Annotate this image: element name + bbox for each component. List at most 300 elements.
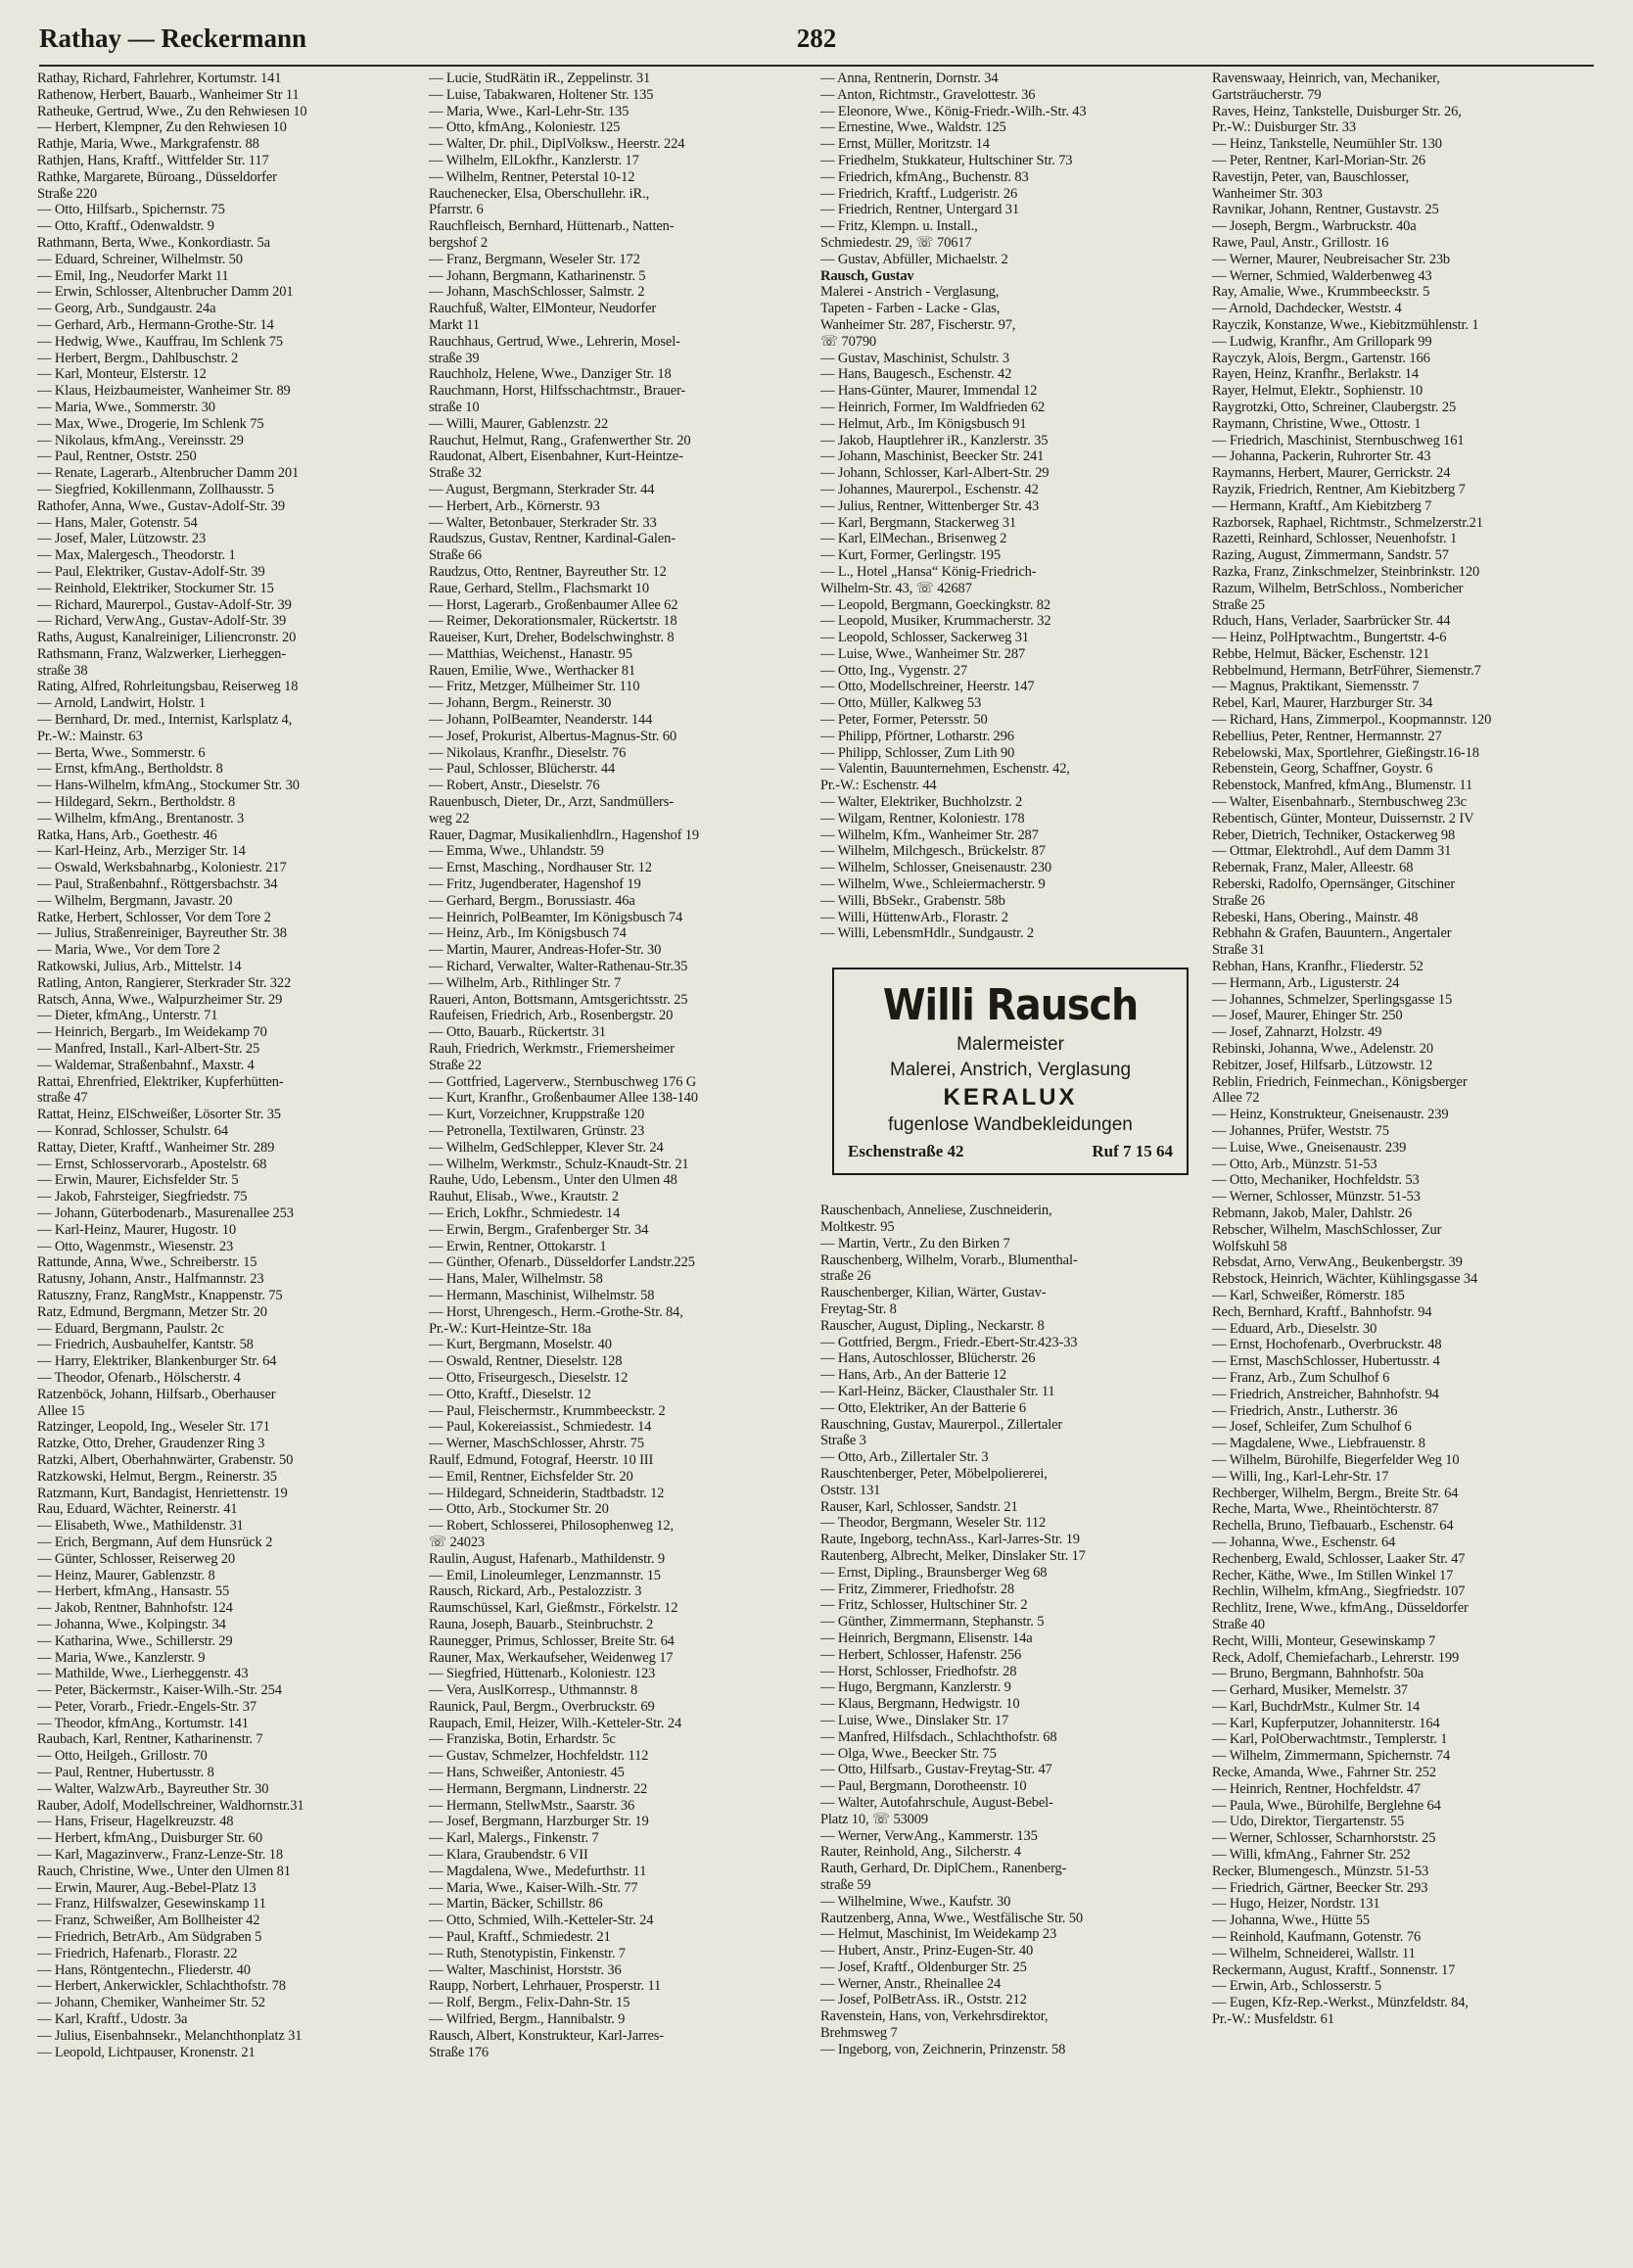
directory-entry: — Julius, Straßenreiniger, Bayreuther Str. 38 bbox=[37, 925, 287, 942]
directory-entry: Rauer, Dagmar, Musikalienhdlrn., Hagenshof 19 bbox=[429, 827, 700, 843]
directory-entry: — Gustav, Schmelzer, Hochfeldstr. 112 bbox=[429, 1748, 649, 1765]
directory-entry: — Willi, Ing., Karl-Lehr-Str. 17 bbox=[1212, 1468, 1389, 1485]
directory-entry: Malerei - Anstrich - Verglasung, bbox=[820, 284, 1000, 301]
directory-entry: Rebeski, Hans, Obering., Mainstr. 48 bbox=[1212, 909, 1419, 925]
directory-entry: Rauch, Christine, Wwe., Unter den Ulmen 81 bbox=[37, 1863, 291, 1879]
directory-entry: — Wilhelmine, Wwe., Kaufstr. 30 bbox=[820, 1893, 1011, 1910]
directory-entry: — Helmut, Maschinist, Im Weidekamp 23 bbox=[820, 1926, 1057, 1943]
directory-entry: Reche, Marta, Wwe., Rheintöchterstr. 87 bbox=[1212, 1501, 1439, 1518]
directory-entry: Ravnikar, Johann, Rentner, Gustavstr. 25 bbox=[1212, 202, 1439, 218]
directory-entry: — Josef, Zahnarzt, Holzstr. 49 bbox=[1212, 1024, 1382, 1041]
directory-entry: bergshof 2 bbox=[429, 234, 488, 251]
directory-entry: — Mathilde, Wwe., Lierheggenstr. 43 bbox=[37, 1666, 249, 1682]
directory-entry: Rattunde, Anna, Wwe., Schreiberstr. 15 bbox=[37, 1254, 257, 1271]
directory-entry: Rau, Eduard, Wächter, Reinerstr. 41 bbox=[37, 1501, 238, 1518]
directory-entry: — Werner, Schmied, Walderbenweg 43 bbox=[1212, 267, 1432, 284]
directory-entry: Rauschning, Gustav, Maurerpol., Zillertaler bbox=[820, 1416, 1063, 1433]
directory-entry: Brehmsweg 7 bbox=[820, 2025, 898, 2042]
directory-entry: — Paul, Kokereiassist., Schmiedestr. 14 bbox=[429, 1419, 652, 1436]
directory-entry: — Horst, Uhrengesch., Herm.-Grothe-Str. 84, bbox=[429, 1303, 683, 1320]
directory-entry: — Otto, Arb., Stockumer Str. 20 bbox=[429, 1501, 609, 1518]
directory-entry: — Friedrich, kfmAng., Buchenstr. 83 bbox=[820, 168, 1029, 185]
directory-entry: Wilhelm-Str. 43, ☏ 42687 bbox=[820, 580, 972, 596]
directory-entry: Ratheuke, Gertrud, Wwe., Zu den Rehwiesen 10 bbox=[37, 103, 307, 119]
directory-entry: — Paul, Fleischermstr., Krummbeeckstr. 2 bbox=[429, 1402, 666, 1419]
directory-entry: — Wilhelm, Bürohilfe, Biegerfelder Weg 10 bbox=[1212, 1451, 1460, 1468]
ad-address: Eschenstraße 42 bbox=[848, 1142, 964, 1161]
directory-entry: — Arnold, Dachdecker, Weststr. 4 bbox=[1212, 301, 1402, 317]
directory-entry: — Paul, Rentner, Oststr. 250 bbox=[37, 449, 197, 465]
directory-entry: Rechberger, Wilhelm, Bergm., Breite Str. 64 bbox=[1212, 1485, 1459, 1501]
directory-entry: — Herbert, Arb., Körnerstr. 93 bbox=[429, 497, 600, 514]
directory-entry: — Karl, BuchdrMstr., Kulmer Str. 14 bbox=[1212, 1698, 1421, 1715]
directory-entry: — Wilhelm, Schlosser, Gneisenaustr. 230 bbox=[820, 860, 1051, 876]
directory-entry: — Konrad, Schlosser, Schulstr. 64 bbox=[37, 1123, 228, 1139]
directory-entry: — Otto, Schmied, Wilh.-Ketteler-Str. 24 bbox=[429, 1913, 654, 1929]
directory-entry: Ratsch, Anna, Wwe., Walpurzheimer Str. 29 bbox=[37, 991, 283, 1008]
directory-entry: — Willi, LebensmHdlr., Sundgaustr. 2 bbox=[820, 925, 1035, 942]
directory-entry: — Hermann, StellwMstr., Saarstr. 36 bbox=[429, 1797, 635, 1814]
directory-entry: — Wilhelm, ElLokfhr., Kanzlerstr. 17 bbox=[429, 152, 639, 168]
directory-entry: — Hermann, Maschinist, Wilhelmstr. 58 bbox=[429, 1287, 655, 1303]
directory-entry: — Klara, Graubendstr. 6 VII bbox=[429, 1847, 588, 1864]
directory-entry: — Harry, Elektriker, Blankenburger Str. 64 bbox=[37, 1353, 277, 1370]
directory-entry: — Paul, Schlosser, Blücherstr. 44 bbox=[429, 761, 616, 778]
directory-entry: — Fritz, Zimmerer, Friedhofstr. 28 bbox=[820, 1581, 1015, 1597]
directory-entry: Straße 220 bbox=[37, 185, 98, 202]
directory-entry: Rechenberg, Ewald, Schlosser, Laaker Str. 47 bbox=[1212, 1550, 1466, 1567]
directory-entry: — Heinz, Maurer, Gablenzstr. 8 bbox=[37, 1567, 215, 1583]
directory-entry: — Eugen, Kfz-Rep.-Werkst., Münzfeldstr. 84, bbox=[1212, 1995, 1469, 2011]
directory-entry: — Herbert, Schlosser, Hafenstr. 256 bbox=[820, 1646, 1022, 1663]
ad-phone: Ruf 7 15 64 bbox=[1092, 1142, 1173, 1161]
directory-entry: — Maria, Wwe., Karl-Lehr-Str. 135 bbox=[429, 103, 630, 119]
directory-entry: — Wilhelm, kfmAng., Brentanostr. 3 bbox=[37, 810, 245, 827]
directory-entry: — Eleonore, Wwe., König-Friedr.-Wilh.-Str. 43 bbox=[820, 103, 1087, 119]
page-header bbox=[39, 22, 1594, 67]
directory-entry: — Karl, ElMechan., Brisenweg 2 bbox=[820, 531, 1007, 547]
directory-entry: — Martin, Bäcker, Schillstr. 86 bbox=[429, 1896, 603, 1913]
directory-entry: Freytag-Str. 8 bbox=[820, 1301, 897, 1318]
directory-entry: — Franziska, Botin, Erhardstr. 5c bbox=[429, 1731, 616, 1748]
directory-entry: — Herbert, Bergm., Dahlbuschstr. 2 bbox=[37, 350, 239, 366]
directory-entry: Straße 3 bbox=[820, 1433, 866, 1449]
directory-entry: — Günter, Schlosser, Reiserweg 20 bbox=[37, 1550, 236, 1567]
directory-entry: Raulf, Edmund, Fotograf, Heerstr. 10 III bbox=[429, 1451, 654, 1468]
directory-entry: — Hugo, Heizer, Nordstr. 131 bbox=[1212, 1896, 1380, 1913]
directory-entry: Razing, August, Zimmermann, Sandstr. 57 bbox=[1212, 547, 1449, 564]
directory-entry: — Erwin, Arb., Schlosserstr. 5 bbox=[1212, 1978, 1382, 1995]
directory-entry: — Erich, Bergmann, Auf dem Hunsrück 2 bbox=[37, 1534, 273, 1550]
directory-entry: — Manfred, Hilfsdach., Schlachthofstr. 68 bbox=[820, 1728, 1057, 1745]
directory-entry: straße 10 bbox=[429, 399, 480, 415]
directory-entry: — Walter, Elektriker, Buchholzstr. 2 bbox=[820, 794, 1023, 811]
directory-entry: Rebinski, Johanna, Wwe., Adelenstr. 20 bbox=[1212, 1041, 1433, 1058]
directory-entry: Rebenstock, Manfred, kfmAng., Blumenstr. 11 bbox=[1212, 778, 1473, 794]
directory-entry: — Hildegard, Schneiderin, Stadtbadstr. 12 bbox=[429, 1485, 665, 1501]
directory-entry: — Siegfried, Kokillenmann, Zollhausstr. 5 bbox=[37, 481, 274, 497]
directory-entry: — Walter, Dr. phil., DiplVolksw., Heerstr. 224 bbox=[429, 136, 685, 153]
directory-entry: — Otto, Hilfsarb., Gustav-Freytag-Str. 47 bbox=[820, 1762, 1052, 1778]
directory-entry: — Maria, Wwe., Sommerstr. 30 bbox=[37, 399, 215, 415]
directory-entry: — Otto, Ing., Vygenstr. 27 bbox=[820, 662, 967, 679]
directory-entry: — Erwin, Schlosser, Altenbrucher Damm 201 bbox=[37, 284, 294, 301]
directory-entry: Rauth, Gerhard, Dr. DiplChem., Ranenberg- bbox=[820, 1861, 1067, 1877]
directory-entry: Rebhahn & Grafen, Bauuntern., Angertaler bbox=[1212, 925, 1452, 942]
ad-name: Willi Rausch bbox=[882, 980, 1139, 1031]
directory-entry: — Friedhelm, Stukkateur, Hultschiner Str. 73 bbox=[820, 152, 1073, 168]
directory-entry: — Karl, Malergs., Finkenstr. 7 bbox=[429, 1830, 599, 1847]
directory-entry: — Hans, Baugesch., Eschenstr. 42 bbox=[820, 366, 1012, 383]
directory-entry: — Wilhelm, GedSchlepper, Klever Str. 24 bbox=[429, 1139, 664, 1156]
directory-entry: — Rolf, Bergm., Felix-Dahn-Str. 15 bbox=[429, 1995, 630, 2011]
directory-entry: Schmiedestr. 29, ☏ 70617 bbox=[820, 234, 972, 251]
column-4 bbox=[1212, 71, 1594, 2254]
directory-entry: — Matthias, Weichenst., Hanastr. 95 bbox=[429, 645, 632, 662]
directory-entry: Rech, Bernhard, Kraftf., Bahnhofstr. 94 bbox=[1212, 1303, 1432, 1320]
directory-entry: — Peter, Former, Petersstr. 50 bbox=[820, 712, 988, 729]
directory-entry: — Theodor, kfmAng., Kortumstr. 141 bbox=[37, 1715, 249, 1731]
directory-entry: — Walter, WalzwArb., Bayreuther Str. 30 bbox=[37, 1780, 269, 1797]
directory-entry: — Leopold, Bergmann, Goeckingkstr. 82 bbox=[820, 596, 1050, 613]
directory-entry: Raute, Ingeborg, technAss., Karl-Jarres-Str. 19 bbox=[820, 1532, 1080, 1548]
directory-entry: Recke, Amanda, Wwe., Fahrner Str. 252 bbox=[1212, 1765, 1436, 1781]
directory-entry: Recht, Willi, Monteur, Gesewinskamp 7 bbox=[1212, 1632, 1436, 1649]
directory-entry: — Paula, Wwe., Bürohilfe, Berglehne 64 bbox=[1212, 1797, 1441, 1814]
directory-entry: Rautenberg, Albrecht, Melker, Dinslaker Str. 17 bbox=[820, 1547, 1086, 1564]
directory-entry: — Otto, Arb., Münzstr. 51-53 bbox=[1212, 1156, 1377, 1172]
directory-entry: — Gerhard, Arb., Hermann-Grothe-Str. 14 bbox=[37, 316, 274, 333]
directory-entry: — Hans-Wilhelm, kfmAng., Stockumer Str. 30 bbox=[37, 778, 300, 794]
directory-entry: — Hans-Günter, Maurer, Immendal 12 bbox=[820, 383, 1038, 400]
directory-entry: — Philipp, Pförtner, Lotharstr. 296 bbox=[820, 728, 1014, 744]
advertisement-box bbox=[832, 968, 1189, 1175]
directory-entry: ☏ 24023 bbox=[429, 1534, 486, 1550]
directory-entry: — Gustav, Maschinist, Schulstr. 3 bbox=[820, 350, 1009, 366]
directory-entry: Rauschenberger, Kilian, Wärter, Gustav- bbox=[820, 1285, 1047, 1301]
directory-entry: — Leopold, Musiker, Krummacherstr. 32 bbox=[820, 613, 1051, 630]
directory-entry: — Josef, Prokurist, Albertus-Magnus-Str. 60 bbox=[429, 728, 677, 744]
directory-entry: Rauna, Joseph, Bauarb., Steinbruchstr. 2 bbox=[429, 1616, 654, 1632]
directory-entry: — Friedrich, Hafenarb., Florastr. 22 bbox=[37, 1945, 238, 1961]
directory-entry: — Hermann, Bergmann, Lindnerstr. 22 bbox=[429, 1780, 648, 1797]
directory-entry: — Otto, Friseurgesch., Dieselstr. 12 bbox=[429, 1369, 629, 1386]
directory-entry: — Valentin, Bauunternehmen, Eschenstr. 42, bbox=[820, 761, 1070, 778]
directory-entry: Raves, Heinz, Tankstelle, Duisburger Str. 26, bbox=[1212, 103, 1462, 119]
directory-entry: — Otto, Arb., Zillertaler Str. 3 bbox=[820, 1449, 989, 1466]
directory-entry: — Otto, Bauarb., Rückertstr. 31 bbox=[429, 1024, 606, 1041]
ad-tagline: fugenlose Wandbekleidungen bbox=[888, 1114, 1133, 1136]
directory-entry: — Ottmar, Elektrohdl., Auf dem Damm 31 bbox=[1212, 843, 1452, 860]
directory-entry: — L., Hotel „Hansa“ König-Friedrich- bbox=[820, 563, 1037, 580]
directory-entry: Rauschtenberger, Peter, Möbelpoliererei, bbox=[820, 1465, 1048, 1482]
directory-entry: — Franz, Schweißer, Am Bollheister 42 bbox=[37, 1913, 260, 1929]
directory-entry: Raths, August, Kanalreiniger, Liliencronstr. 20 bbox=[37, 630, 297, 646]
directory-entry: — Wilhelm, Werkmstr., Schulz-Knaudt-Str. 21 bbox=[429, 1156, 689, 1172]
directory-entry: — Friedrich, BetrArb., Am Südgraben 5 bbox=[37, 1929, 262, 1946]
directory-entry: — Kurt, Kranfhr., Großenbaumer Allee 138-140 bbox=[429, 1090, 698, 1107]
directory-entry: Allee 15 bbox=[37, 1402, 85, 1419]
directory-entry: ☏ 70790 bbox=[820, 333, 877, 350]
directory-entry: — Erwin, Maurer, Aug.-Bebel-Platz 13 bbox=[37, 1879, 257, 1896]
directory-entry: — Werner, Maurer, Neubreisacher Str. 23b bbox=[1212, 251, 1451, 267]
directory-entry: — Johann, Bergm., Reinerstr. 30 bbox=[429, 695, 612, 712]
directory-entry: — Georg, Arb., Sundgaustr. 24a bbox=[37, 301, 216, 317]
directory-entry: — Paul, Kraftf., Schmiedestr. 21 bbox=[429, 1929, 611, 1946]
directory-entry: — Petronella, Textilwaren, Grünstr. 23 bbox=[429, 1123, 645, 1139]
directory-entry: — Richard, Maurerpol., Gustav-Adolf-Str. 39 bbox=[37, 596, 292, 613]
directory-entry: — Helmut, Arb., Im Königsbusch 91 bbox=[820, 415, 1027, 432]
directory-entry: Rattay, Dieter, Kraftf., Wanheimer Str. 289 bbox=[37, 1139, 275, 1156]
directory-entry: Raunegger, Primus, Schlosser, Breite Str. 64 bbox=[429, 1632, 675, 1649]
directory-entry: Ratling, Anton, Rangierer, Sterkrader Str. 322 bbox=[37, 974, 292, 991]
directory-entry: — Reimer, Dekorationsmaler, Rückertstr. 18 bbox=[429, 613, 677, 630]
directory-entry: — Paul, Bergmann, Dorotheenstr. 10 bbox=[820, 1778, 1027, 1795]
directory-entry: Straße 31 bbox=[1212, 942, 1265, 959]
directory-entry: Rawe, Paul, Anstr., Grillostr. 16 bbox=[1212, 234, 1389, 251]
directory-entry: — Vera, AuslKorresp., Uthmannstr. 8 bbox=[429, 1682, 638, 1699]
directory-entry: — Kurt, Vorzeichner, Kruppstraße 120 bbox=[429, 1107, 645, 1123]
directory-entry: — Richard, Verwalter, Walter-Rathenau-Str.35 bbox=[429, 959, 688, 975]
directory-entry: — Johann, MaschSchlosser, Salmstr. 2 bbox=[429, 284, 645, 301]
column-2 bbox=[429, 71, 811, 2254]
directory-entry: — Otto, Kraftf., Dieselstr. 12 bbox=[429, 1386, 591, 1402]
directory-entry: Markt 11 bbox=[429, 316, 480, 333]
directory-entry: — Luise, Wwe., Dinslaker Str. 17 bbox=[820, 1712, 1009, 1728]
directory-entry: — Hedwig, Wwe., Kauffrau, Im Schlenk 75 bbox=[37, 333, 283, 350]
directory-entry: Recker, Blumengesch., Münzstr. 51-53 bbox=[1212, 1863, 1429, 1879]
directory-entry: Reber, Dietrich, Techniker, Ostackerweg 98 bbox=[1212, 827, 1456, 843]
directory-entry: — Martin, Maurer, Andreas-Hofer-Str. 30 bbox=[429, 942, 662, 959]
directory-entry: Raufeisen, Friedrich, Arb., Rosenbergstr. 20 bbox=[429, 1008, 674, 1024]
directory-entry: Rechlin, Wilhelm, kfmAng., Siegfriedstr. 107 bbox=[1212, 1583, 1466, 1600]
directory-entry: — Otto, Mechaniker, Hochfeldstr. 53 bbox=[1212, 1172, 1420, 1189]
directory-entry: — Peter, Rentner, Karl-Morian-Str. 26 bbox=[1212, 152, 1425, 168]
directory-entry: — Karl, PolOberwachtmstr., Templerstr. 1 bbox=[1212, 1731, 1448, 1748]
directory-entry: — Magnus, Praktikant, Siemensstr. 7 bbox=[1212, 679, 1420, 695]
directory-entry: Rattat, Heinz, ElSchweißer, Lösorter Str. 35 bbox=[37, 1107, 281, 1123]
directory-entry: Raudzus, Otto, Rentner, Bayreuther Str. 12 bbox=[429, 563, 667, 580]
directory-entry: — Gustav, Abfüller, Michaelstr. 2 bbox=[820, 251, 1008, 267]
directory-entry: — Richard, VerwAng., Gustav-Adolf-Str. 39 bbox=[37, 613, 287, 630]
directory-entry: — Berta, Wwe., Sommerstr. 6 bbox=[37, 744, 206, 761]
directory-entry: — Herbert, Klempner, Zu den Rehwiesen 10 bbox=[37, 119, 287, 136]
directory-entry: — Eduard, Bergmann, Paulstr. 2c bbox=[37, 1320, 224, 1337]
directory-entry: — Otto, Elektriker, An der Batterie 6 bbox=[820, 1399, 1027, 1416]
directory-entry: Rathmann, Berta, Wwe., Konkordiastr. 5a bbox=[37, 234, 270, 251]
directory-entry: — Robert, Anstr., Dieselstr. 76 bbox=[429, 778, 600, 794]
directory-entry: — Johanna, Wwe., Hütte 55 bbox=[1212, 1913, 1370, 1929]
directory-entry: — Herbert, kfmAng., Duisburger Str. 60 bbox=[37, 1830, 263, 1847]
directory-entry: Rayczyk, Alois, Bergm., Gartenstr. 166 bbox=[1212, 350, 1430, 366]
directory-entry: — Katharina, Wwe., Schillerstr. 29 bbox=[37, 1632, 233, 1649]
directory-entry: Allee 72 bbox=[1212, 1090, 1260, 1107]
directory-entry: — Philipp, Schlosser, Zum Lith 90 bbox=[820, 744, 1015, 761]
directory-entry: — Franz, Arb., Zum Schulhof 6 bbox=[1212, 1369, 1390, 1386]
directory-entry: — Otto, Wagenmstr., Wiesenstr. 23 bbox=[37, 1238, 234, 1254]
directory-entry: Rebentisch, Günter, Monteur, Duissernstr. 2 IV bbox=[1212, 810, 1474, 827]
directory-entry: — Willi, BbSekr., Grabenstr. 58b bbox=[820, 892, 1005, 909]
directory-entry: — Hermann, Kraftf., Am Kiebitzberg 7 bbox=[1212, 497, 1432, 514]
directory-entry: Rayzik, Friedrich, Rentner, Am Kiebitzberg 7 bbox=[1212, 481, 1466, 497]
directory-entry: — Ingeborg, von, Zeichnerin, Prinzenstr. 58 bbox=[820, 2041, 1066, 2057]
directory-entry: — Maria, Wwe., Vor dem Tore 2 bbox=[37, 942, 220, 959]
directory-entry: — Wilhelm, Kfm., Wanheimer Str. 287 bbox=[820, 827, 1039, 843]
directory-entry: — Joseph, Bergm., Warbruckstr. 40a bbox=[1212, 218, 1417, 235]
directory-entry: Pr.-W.: Eschenstr. 44 bbox=[820, 778, 937, 794]
directory-entry: Rauschenbach, Anneliese, Zuschneiderin, bbox=[820, 1203, 1052, 1219]
directory-entry: — Julius, Rentner, Wittenberger Str. 43 bbox=[820, 497, 1040, 514]
directory-entry: — Wilhelm, Arb., Rithlinger Str. 7 bbox=[429, 974, 622, 991]
directory-entry: Ratzki, Albert, Oberhahnwärter, Grabenstr. 50 bbox=[37, 1451, 294, 1468]
header-range: Rathay — Reckermann bbox=[39, 24, 306, 53]
directory-entry: — Oswald, Rentner, Dieselstr. 128 bbox=[429, 1353, 623, 1370]
directory-entry: Reberski, Radolfo, Opernsänger, Gitschiner bbox=[1212, 876, 1456, 893]
directory-entry: — Werner, Anstr., Rheinallee 24 bbox=[820, 1975, 1002, 1992]
directory-entry: Ratzinger, Leopold, Ing., Weseler Str. 171 bbox=[37, 1419, 270, 1436]
directory-entry: — Nikolaus, kfmAng., Vereinsstr. 29 bbox=[37, 432, 244, 449]
directory-entry: Ratusny, Johann, Anstr., Halfmannstr. 23 bbox=[37, 1271, 264, 1288]
directory-entry: straße 59 bbox=[820, 1876, 871, 1893]
directory-entry: — Jakob, Fahrsteiger, Siegfriedstr. 75 bbox=[37, 1189, 248, 1205]
directory-entry: — Wilhelm, Wwe., Schleiermacherstr. 9 bbox=[820, 876, 1046, 893]
directory-entry: — Hubert, Anstr., Prinz-Eugen-Str. 40 bbox=[820, 1943, 1034, 1960]
directory-entry: Reckermann, August, Kraftf., Sonnenstr. 17 bbox=[1212, 1961, 1456, 1978]
directory-entry: Rechella, Bruno, Tiefbauarb., Eschenstr. 64 bbox=[1212, 1518, 1454, 1535]
directory-entry: Wanheimer Str. 287, Fischerstr. 97, bbox=[820, 316, 1016, 333]
directory-entry: — Horst, Schlosser, Friedhofstr. 28 bbox=[820, 1663, 1017, 1679]
directory-entry: — Friedrich, Anstreicher, Bahnhofstr. 94 bbox=[1212, 1386, 1439, 1402]
directory-entry: — Luise, Tabakwaren, Holtener Str. 135 bbox=[429, 86, 654, 103]
directory-entry: Raulin, August, Hafenarb., Mathildenstr. 9 bbox=[429, 1550, 665, 1567]
directory-entry: — Werner, Schlosser, Scharnhorststr. 25 bbox=[1212, 1830, 1436, 1847]
directory-entry: — Renate, Lagerarb., Altenbrucher Damm 201 bbox=[37, 465, 300, 482]
directory-entry: — Heinrich, Bergmann, Elisenstr. 14a bbox=[820, 1630, 1033, 1646]
directory-entry: Rauber, Adolf, Modellschreiner, Waldhornstr.31 bbox=[37, 1797, 304, 1814]
directory-entry: Reblin, Friedrich, Feinmechan., Königsberger bbox=[1212, 1073, 1468, 1090]
directory-entry: — Josef, Kraftf., Oldenburger Str. 25 bbox=[820, 1959, 1027, 1975]
column-3 bbox=[820, 71, 1202, 2254]
directory-entry: — Karl-Heinz, Arb., Merziger Str. 14 bbox=[37, 843, 246, 860]
directory-entry: — Lucie, StudRätin iR., Zeppelinstr. 31 bbox=[429, 71, 651, 86]
directory-entry: Rauchholz, Helene, Wwe., Danziger Str. 18 bbox=[429, 366, 672, 383]
directory-entry: Rathenow, Herbert, Bauarb., Wanheimer Str 11 bbox=[37, 86, 300, 103]
directory-entry: — Friedrich, Kraftf., Ludgeristr. 26 bbox=[820, 185, 1018, 202]
directory-entry: — Otto, kfmAng., Koloniestr. 125 bbox=[429, 119, 621, 136]
directory-entry: Ratuszny, Franz, RangMstr., Knappenstr. 75 bbox=[37, 1287, 283, 1303]
directory-entry: Ratzkowski, Helmut, Bergm., Reinerstr. 35 bbox=[37, 1468, 277, 1485]
columns bbox=[37, 71, 1596, 2254]
directory-entry: — Dieter, kfmAng., Unterstr. 71 bbox=[37, 1008, 218, 1024]
directory-entry: — Josef, Maler, Lützowstr. 23 bbox=[37, 531, 207, 547]
directory-entry: Rausch, Rickard, Arb., Pestalozzistr. 3 bbox=[429, 1583, 642, 1600]
directory-entry: Ray, Amalie, Wwe., Krummbeeckstr. 5 bbox=[1212, 284, 1430, 301]
directory-entry: Rauser, Karl, Schlosser, Sandstr. 21 bbox=[820, 1498, 1018, 1515]
directory-entry: Pr.-W.: Kurt-Heintze-Str. 18a bbox=[429, 1320, 591, 1337]
directory-entry: — Werner, Schlosser, Münzstr. 51-53 bbox=[1212, 1189, 1421, 1205]
directory-entry: — Friedrich, Maschinist, Sternbuschweg 161 bbox=[1212, 432, 1465, 449]
directory-entry: Rauchenecker, Elsa, Oberschullehr. iR., bbox=[429, 185, 650, 202]
directory-entry: — Theodor, Ofenarb., Hölscherstr. 4 bbox=[37, 1369, 241, 1386]
directory-entry: — Emil, Linoleumleger, Lenzmannstr. 15 bbox=[429, 1567, 661, 1583]
directory-entry: Wolfskuhl 58 bbox=[1212, 1238, 1287, 1254]
directory-entry: Rauscher, August, Dipling., Neckarstr. 8 bbox=[820, 1317, 1045, 1334]
directory-entry: — Fritz, Metzger, Mülheimer Str. 110 bbox=[429, 679, 640, 695]
directory-entry: — Peter, Vorarb., Friedr.-Engels-Str. 37 bbox=[37, 1698, 257, 1715]
directory-entry: — Heinz, Konstrukteur, Gneisenaustr. 239 bbox=[1212, 1107, 1449, 1123]
directory-entry: — Walter, Eisenbahnarb., Sternbuschweg 23c bbox=[1212, 794, 1467, 811]
directory-entry: — Eduard, Arb., Dieselstr. 30 bbox=[1212, 1320, 1377, 1337]
directory-entry: Rebelowski, Max, Sportlehrer, Gießingstr.16-18 bbox=[1212, 744, 1479, 761]
directory-entry: — Ludwig, Kranfhr., Am Grillopark 99 bbox=[1212, 333, 1432, 350]
directory-entry: — Leopold, Lichtpauser, Kronenstr. 21 bbox=[37, 2044, 256, 2060]
directory-entry: — Erwin, Maurer, Eichsfelder Str. 5 bbox=[37, 1172, 239, 1189]
directory-entry: Ravenstein, Hans, von, Verkehrsdirektor, bbox=[820, 2008, 1049, 2025]
directory-entry: — Leopold, Schlosser, Sackerweg 31 bbox=[820, 630, 1029, 646]
directory-entry: Rathofer, Anna, Wwe., Gustav-Adolf-Str. 39 bbox=[37, 497, 286, 514]
directory-entry: — Bernhard, Dr. med., Internist, Karlsplatz 4, bbox=[37, 712, 293, 729]
directory-entry: — Karl, Magazinverw., Franz-Lenze-Str. 18 bbox=[37, 1847, 284, 1864]
directory-entry: — Karl-Heinz, Maurer, Hugostr. 10 bbox=[37, 1221, 236, 1238]
directory-entry: Ratzke, Otto, Dreher, Graudenzer Ring 3 bbox=[37, 1436, 265, 1452]
directory-entry: Rauen, Emilie, Wwe., Werthacker 81 bbox=[429, 662, 635, 679]
directory-entry: Oststr. 131 bbox=[820, 1482, 881, 1498]
directory-entry: — Johanna, Wwe., Kolpingstr. 34 bbox=[37, 1616, 226, 1632]
directory-entry: — Willi, Maurer, Gablenzstr. 22 bbox=[429, 415, 609, 432]
directory-entry: Straße 176 bbox=[429, 2044, 490, 2060]
directory-entry: Rebitzer, Josef, Hilfsarb., Lützowstr. 12 bbox=[1212, 1057, 1433, 1073]
directory-entry: — Ruth, Stenotypistin, Finkenstr. 7 bbox=[429, 1945, 626, 1961]
column-1 bbox=[37, 71, 419, 2254]
directory-entry: Rechlitz, Irene, Wwe., kfmAng., Düsseldorfer bbox=[1212, 1600, 1469, 1617]
directory-entry: — Emil, Rentner, Eichsfelder Str. 20 bbox=[429, 1468, 633, 1485]
directory-entry: — Herbert, Ankerwickler, Schlachthofstr. 78 bbox=[37, 1978, 286, 1995]
directory-entry: Ravestijn, Peter, van, Bauschlosser, bbox=[1212, 168, 1410, 185]
directory-entry: — Wilhelm, Schneiderei, Wallstr. 11 bbox=[1212, 1945, 1416, 1961]
ad-title: Malermeister bbox=[956, 1034, 1064, 1056]
directory-entry: — Hugo, Bergmann, Kanzlerstr. 9 bbox=[820, 1679, 1011, 1696]
directory-entry: Ratkowski, Julius, Arb., Mittelstr. 14 bbox=[37, 959, 242, 975]
directory-entry: Ratka, Hans, Arb., Goethestr. 46 bbox=[37, 827, 217, 843]
directory-entry: Wanheimer Str. 303 bbox=[1212, 185, 1323, 202]
directory-entry: Rebscher, Wilhelm, MaschSchlosser, Zur bbox=[1212, 1221, 1442, 1238]
directory-entry: Tapeten - Farben - Lacke - Glas, bbox=[820, 301, 1001, 317]
directory-entry: — Heinz, Arb., Im Königsbusch 74 bbox=[429, 925, 627, 942]
directory-entry: — Otto, Kraftf., Odenwaldstr. 9 bbox=[37, 218, 214, 235]
directory-entry: — Werner, VerwAng., Kammerstr. 135 bbox=[820, 1827, 1038, 1844]
directory-entry: — Wilfried, Bergm., Hannibalstr. 9 bbox=[429, 2011, 626, 2028]
directory-entry: Rauchmann, Horst, Hilfsschachtmstr., Brauer- bbox=[429, 383, 686, 400]
directory-entry: — Johann, Schlosser, Karl-Albert-Str. 29 bbox=[820, 465, 1050, 482]
directory-entry: — Erwin, Bergm., Grafenberger Str. 34 bbox=[429, 1221, 649, 1238]
directory-entry: Rebbe, Helmut, Bäcker, Eschenstr. 121 bbox=[1212, 645, 1430, 662]
directory-entry: — Johann, Güterbodenarb., Masurenallee 253 bbox=[37, 1205, 294, 1221]
directory-entry: — Hans, Maler, Wilhelmstr. 58 bbox=[429, 1271, 603, 1288]
directory-entry: — Fritz, Klempn. u. Install., bbox=[820, 218, 978, 235]
directory-entry: Razum, Wilhelm, BetrSchloss., Nombericher bbox=[1212, 580, 1464, 596]
directory-entry: — Heinrich, Bergarb., Im Weidekamp 70 bbox=[37, 1024, 267, 1041]
directory-entry: — Erwin, Rentner, Ottokarstr. 1 bbox=[429, 1238, 607, 1254]
directory-entry: Rathje, Maria, Wwe., Markgrafenstr. 88 bbox=[37, 136, 259, 153]
directory-entry: Rauchhaus, Gertrud, Wwe., Lehrerin, Mosel- bbox=[429, 333, 680, 350]
directory-entry: Rating, Alfred, Rohrleitungsbau, Reiserweg 18 bbox=[37, 679, 299, 695]
directory-entry: weg 22 bbox=[429, 810, 470, 827]
directory-entry: — Paul, Rentner, Hubertusstr. 8 bbox=[37, 1765, 214, 1781]
directory-entry: — Johannes, Maurerpol., Eschenstr. 42 bbox=[820, 481, 1039, 497]
directory-entry: — Ernst, MaschSchlosser, Hubertusstr. 4 bbox=[1212, 1353, 1440, 1370]
directory-entry: Pr.-W.: Duisburger Str. 33 bbox=[1212, 119, 1356, 136]
directory-entry: — Julius, Eisenbahnsekr., Melanchthonplatz 31 bbox=[37, 2027, 303, 2044]
